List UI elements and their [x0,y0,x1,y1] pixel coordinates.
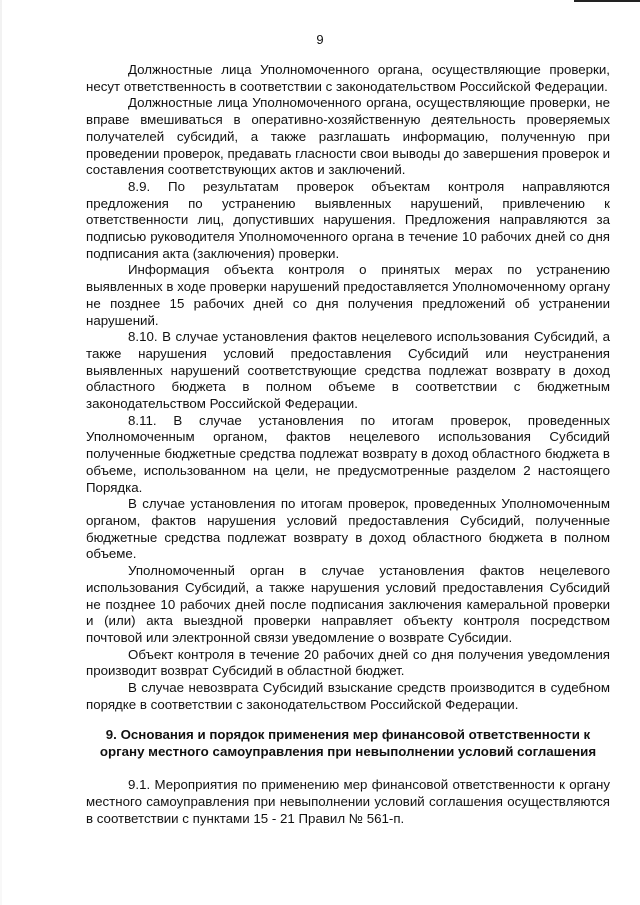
scan-edge-shadow [0,0,2,905]
paragraph: Информация объекта контроля о принятых мерах по устранению выявленных в ходе проверки нарушений предоставляется Уполномоченному органу не позднее 15 рабочих дней со дня получения предложений об устранении нарушений. [86,262,610,328]
document-body [86,62,610,828]
paragraph: Уполномоченный орган в случае установления фактов нецелевого использования Субсидий, а также нарушения условий предоставления Субсидий не позднее 10 рабочих дней после подписания заключения камеральной проверки и (или) акта выездной проверки направляет объекту контроля посредством почтовой или электронной связи уведомление о возврате Субсидии. [86,563,610,645]
paragraph: В случае невозврата Субсидий взыскание средств производится в судебном порядке в соответствии с законодательством Российской Федерации. [86,680,610,712]
paragraph: Должностные лица Уполномоченного органа, осуществляющие проверки, несут ответственность в соответствии с законодательством Российской Федерации. [86,62,610,94]
paragraph: 8.11. В случае установления по итогам проверок, проведенных Уполномоченным органом, фактов нецелевого использования Субсидий полученные бюджетные средства подлежат возврату в доход областного бюджета в объеме, использованном на цели, не предусмотренные разделом 2 настоящего Порядка. [86,412,610,495]
section-heading: 9. Основания и порядок применения мер финансовой ответственности к органу местного самоуправления при невыполнении условий соглашения [99,727,597,759]
paragraph: 8.10. В случае установления фактов нецелевого использования Субсидий, а также нарушения условий предоставления Субсидий или неустранения выявленных нарушений соответствующие средства подлежат возврату в доход областного бюджета в полном объеме в соответствии с бюджетным законодательством Российской Федерации. [86,329,610,412]
paragraph: Должностные лица Уполномоченного органа, осуществляющие проверки, не вправе вмешиваться в оперативно-хозяйственную деятельность проверяемых получателей субсидий, а также разглашать информацию, полученную при проведении проверок, предавать гласности свои выводы до завершения проверок и составления соответствующих актов и заключений. [86,95,610,178]
paragraph: 8.9. По результатам проверок объектам контроля направляются предложения по устранению выявленных нарушений, привлечению к ответственности лиц, допустивших нарушения. Предложения направляются за подписью руководителя Уполномоченного органа в течение 10 рабочих дней со дня подписания акта (заключения) проверки. [86,178,610,261]
page-number: 9 [316,32,324,47]
paragraph: В случае установления по итогам проверок, проведенных Уполномоченным органом, фактов нарушения условий предоставления Субсидий, полученные бюджетные средства подлежат возврату в доход областного бюджета в полном объеме. [86,496,610,562]
scan-edge-mark [574,0,640,2]
paragraph: Объект контроля в течение 20 рабочих дней со дня получения уведомления производит возврат Субсидий в областной бюджет. [86,646,610,679]
paragraph: 9.1. Мероприятия по применению мер финансовой ответственности к органу местного самоуправления при невыполнении условий соглашения осуществляются в соответствии с пунктами 15 - 21 Правил № 561-п. [86,777,610,826]
